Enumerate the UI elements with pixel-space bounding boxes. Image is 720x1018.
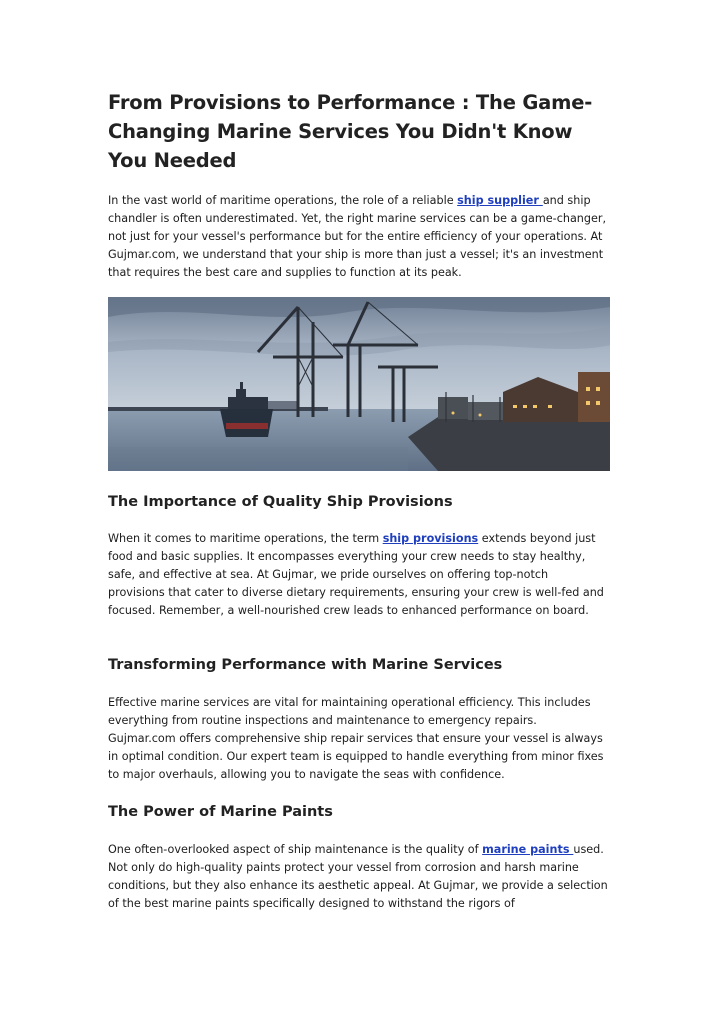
ship-provisions-link[interactable]: ship provisions (382, 532, 479, 545)
section-text-after: extends beyond just food and basic supplies. It encompasses everything your crew needs to stay healthy, safe, and effective at sea. At Gujmar, we pride ourselves on offering top-notch provisions that cater to diverse dietary requirements, ensuring your crew is well-fed and focused. Remember, a well-nourished crew leads to enhanced performance on board. (108, 532, 604, 618)
harbor-photo (108, 297, 610, 471)
section-heading: The Power of Marine Paints (108, 804, 333, 820)
section-heading: The Importance of Quality Ship Provisions (108, 494, 453, 510)
intro-paragraph (108, 192, 608, 282)
intro-text-after: and ship chandler is often underestimated. Yet, the right marine services can be a game-changer, not just for your vessel's performance but for the entire efficiency of your operations. At Gujmar.com, we understand that your ship is more than just a vessel; it's an investment that requires the best care and supplies to function at its peak. (108, 194, 607, 280)
section-paragraph (108, 530, 608, 620)
section-heading: Transforming Performance with Marine Services (108, 657, 503, 673)
page-title: From Provisions to Performance : The Game-Changing Marine Services You Didn't Know You Needed (108, 91, 593, 172)
ship-supplier-link[interactable]: ship supplier (457, 194, 543, 207)
section-text-before: One often-overlooked aspect of ship maintenance is the quality of (108, 843, 483, 856)
section-paragraph (108, 841, 608, 913)
section-paragraph: Effective marine services are vital for maintaining operational efficiency. This includes everything from routine inspections and maintenance to emergency repairs. Gujmar.com offers comprehensive ship repair services that ensure your vessel is always in optimal condition. Our expert team is equipped to handle everything from minor fixes to major overhauls, allowing you to navigate the seas with confidence. (108, 696, 604, 782)
intro-text-before: In the vast world of maritime operations, the role of a reliable (108, 194, 458, 207)
section-text-before: When it comes to maritime operations, the term (108, 532, 383, 545)
section-text-after: used. Not only do high-quality paints protect your vessel from corrosion and harsh marine conditions, but they also enhance its aesthetic appeal. At Gujmar, we provide a selection of the best marine paints specifically designed to withstand the rigors of (108, 843, 608, 911)
marine-paints-link[interactable]: marine paints (482, 843, 574, 856)
